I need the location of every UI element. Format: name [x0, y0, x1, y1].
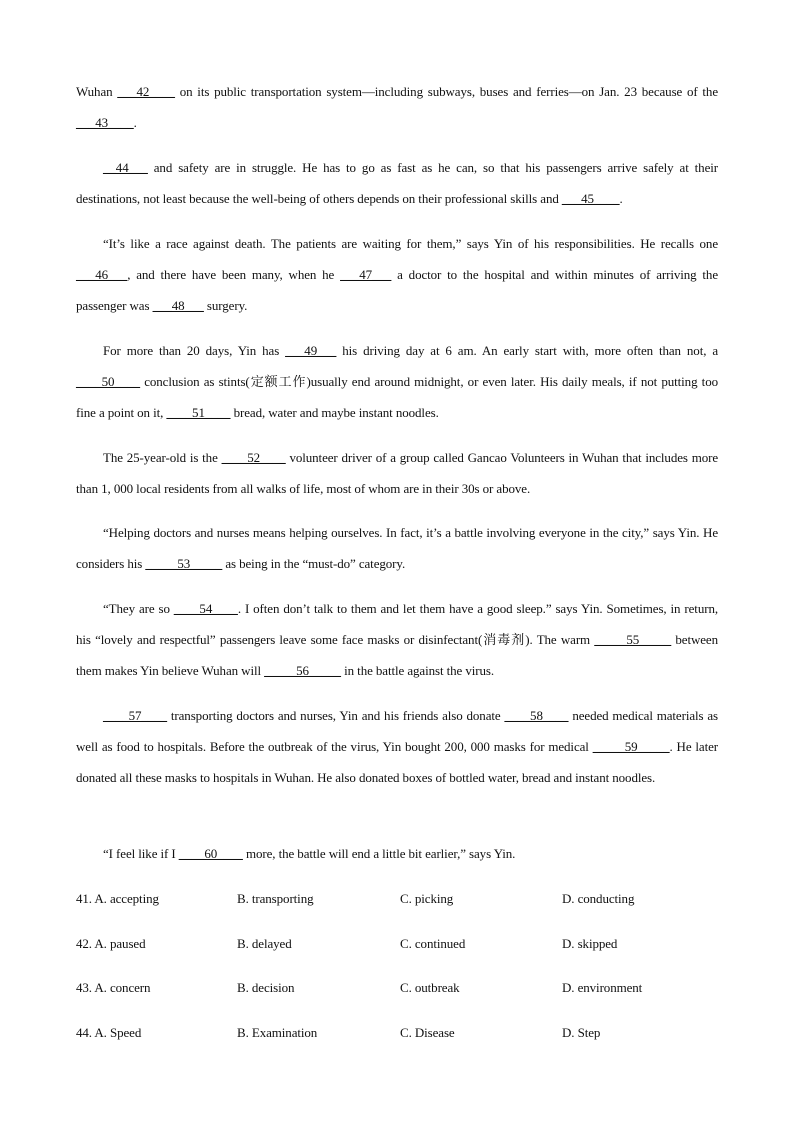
option-41-c: C. picking: [400, 891, 454, 906]
paragraph-8: [76, 700, 718, 793]
paragraph-6: [76, 517, 718, 579]
text: as being in the “must-do” category.: [222, 556, 406, 571]
blank-59: _____59_____: [592, 739, 670, 754]
text: . He later donated all these masks to hospitals in Wuhan. He also donated boxes of bottled water, bread and instant noodles.: [76, 739, 718, 785]
text: “Helping doctors and nurses means helping ourselves. In fact, it’s a battle involving everyone in the city,” says Yin. He considers his: [76, 525, 718, 571]
text: more, the battle will end a little bit earlier,” says Yin.: [242, 846, 516, 861]
blank-42: ___42____: [117, 84, 175, 99]
option-42-b: B. delayed: [237, 935, 292, 951]
text: his driving day at 6 am. An early start with, more often than not, a: [336, 343, 718, 358]
paragraph-4: [76, 335, 718, 428]
option-44-b: B. Examination: [237, 1024, 318, 1040]
blank-46: ___46___: [76, 267, 128, 282]
paragraph-7: [76, 593, 718, 686]
blank-51: ____51____: [166, 405, 231, 420]
blank-58: ____58____: [504, 708, 569, 723]
text: “I feel like if I: [103, 846, 179, 861]
option-41-a: 41. A. accepting: [76, 891, 159, 906]
blank-49: ___49___: [285, 343, 337, 358]
text: in the battle against the virus.: [340, 663, 494, 678]
option-44-a: 44. A. Speed: [76, 1024, 142, 1040]
text: .: [133, 115, 137, 130]
blank-43: ___43____: [76, 115, 134, 130]
blank-54: ____54____: [173, 601, 238, 616]
options-list: [76, 891, 718, 1069]
text: , and there have been many, when he: [127, 267, 341, 282]
option-42-a: 42. A. paused: [76, 935, 146, 951]
option-row-42: [76, 936, 718, 981]
option-43-b: B. decision: [237, 980, 295, 995]
text: transporting doctors and nurses, Yin and his friends also donate: [167, 708, 505, 723]
text: “It’s like a race against death. The patients are waiting for them,” says Yin of his responsibilities. He recalls one: [103, 236, 718, 251]
text: a doctor to the hospital and within minutes of arriving the passenger was: [76, 267, 718, 313]
blank-45: ___45____: [561, 191, 620, 206]
paragraph-5: [76, 442, 718, 504]
text: The 25-year-old is the: [103, 450, 222, 465]
option-42-c: C. continued: [400, 935, 466, 951]
text: between them makes Yin believe Wuhan will: [76, 632, 718, 678]
paragraph-2: [76, 152, 718, 214]
blank-50: ____50____: [76, 374, 141, 389]
text: .: [619, 191, 623, 206]
blank-53: _____53_____: [145, 556, 223, 571]
blank-55: _____55_____: [594, 632, 672, 647]
text: conclusion as stints(定额工作)usually end around midnight, or even later. His daily meals, if not putting too fine a point on it,: [76, 374, 718, 420]
option-43-c: C. outbreak: [400, 980, 460, 995]
text: “They are so: [103, 601, 174, 616]
text: . I often don’t talk to them and let them have a good sleep.” says Yin. Sometimes, in return, his “lovely and respectful” passengers leave some face masks or disinfectant(消毒剂). The warm: [76, 601, 718, 647]
option-row-41: [76, 891, 718, 936]
text: and safety are in struggle. He has to go as fast as he can, so that his passengers arrive safely at their destinations, not least because the well-being of others depends on their professional skills and: [76, 160, 718, 206]
blank-57: ____57____: [103, 708, 168, 723]
blank-48: ___48___: [152, 298, 204, 313]
blank-52: ____52____: [221, 450, 286, 465]
option-44-c: C. Disease: [400, 1024, 455, 1040]
text: needed medical materials as well as food to hospitals. Before the outbreak of the virus, Yin bought 200, 000 masks for medical: [76, 708, 718, 754]
blank-44: __44___: [103, 160, 148, 175]
blank-47: ___47___: [340, 267, 392, 282]
text: on its public transportation system—including subways, buses and ferries—on Jan. 23 because of the: [174, 84, 718, 99]
paragraph-3: [76, 228, 718, 321]
text: surgery.: [203, 298, 248, 313]
option-row-43: [76, 980, 718, 1025]
option-41-b: B. transporting: [237, 891, 314, 906]
option-43-d: D. environment: [562, 980, 643, 995]
blank-56: _____56_____: [264, 663, 341, 678]
text: For more than 20 days, Yin has: [103, 343, 286, 358]
blank-60: ____60____: [178, 846, 243, 861]
text: bread, water and maybe instant noodles.: [230, 405, 439, 420]
paragraph-1: [76, 76, 718, 138]
text: Wuhan: [76, 84, 118, 99]
paragraph-9: [76, 838, 718, 869]
option-41-d: D. conducting: [562, 891, 635, 906]
option-42-d: D. skipped: [562, 935, 618, 951]
text: volunteer driver of a group called Gancao Volunteers in Wuhan that includes more than 1, 000 local residents from all walks of life, most of whom are in their 30s or above.: [76, 450, 719, 496]
option-43-a: 43. A. concern: [76, 980, 151, 995]
option-44-d: D. Step: [562, 1024, 601, 1040]
option-row-44: [76, 1025, 718, 1070]
